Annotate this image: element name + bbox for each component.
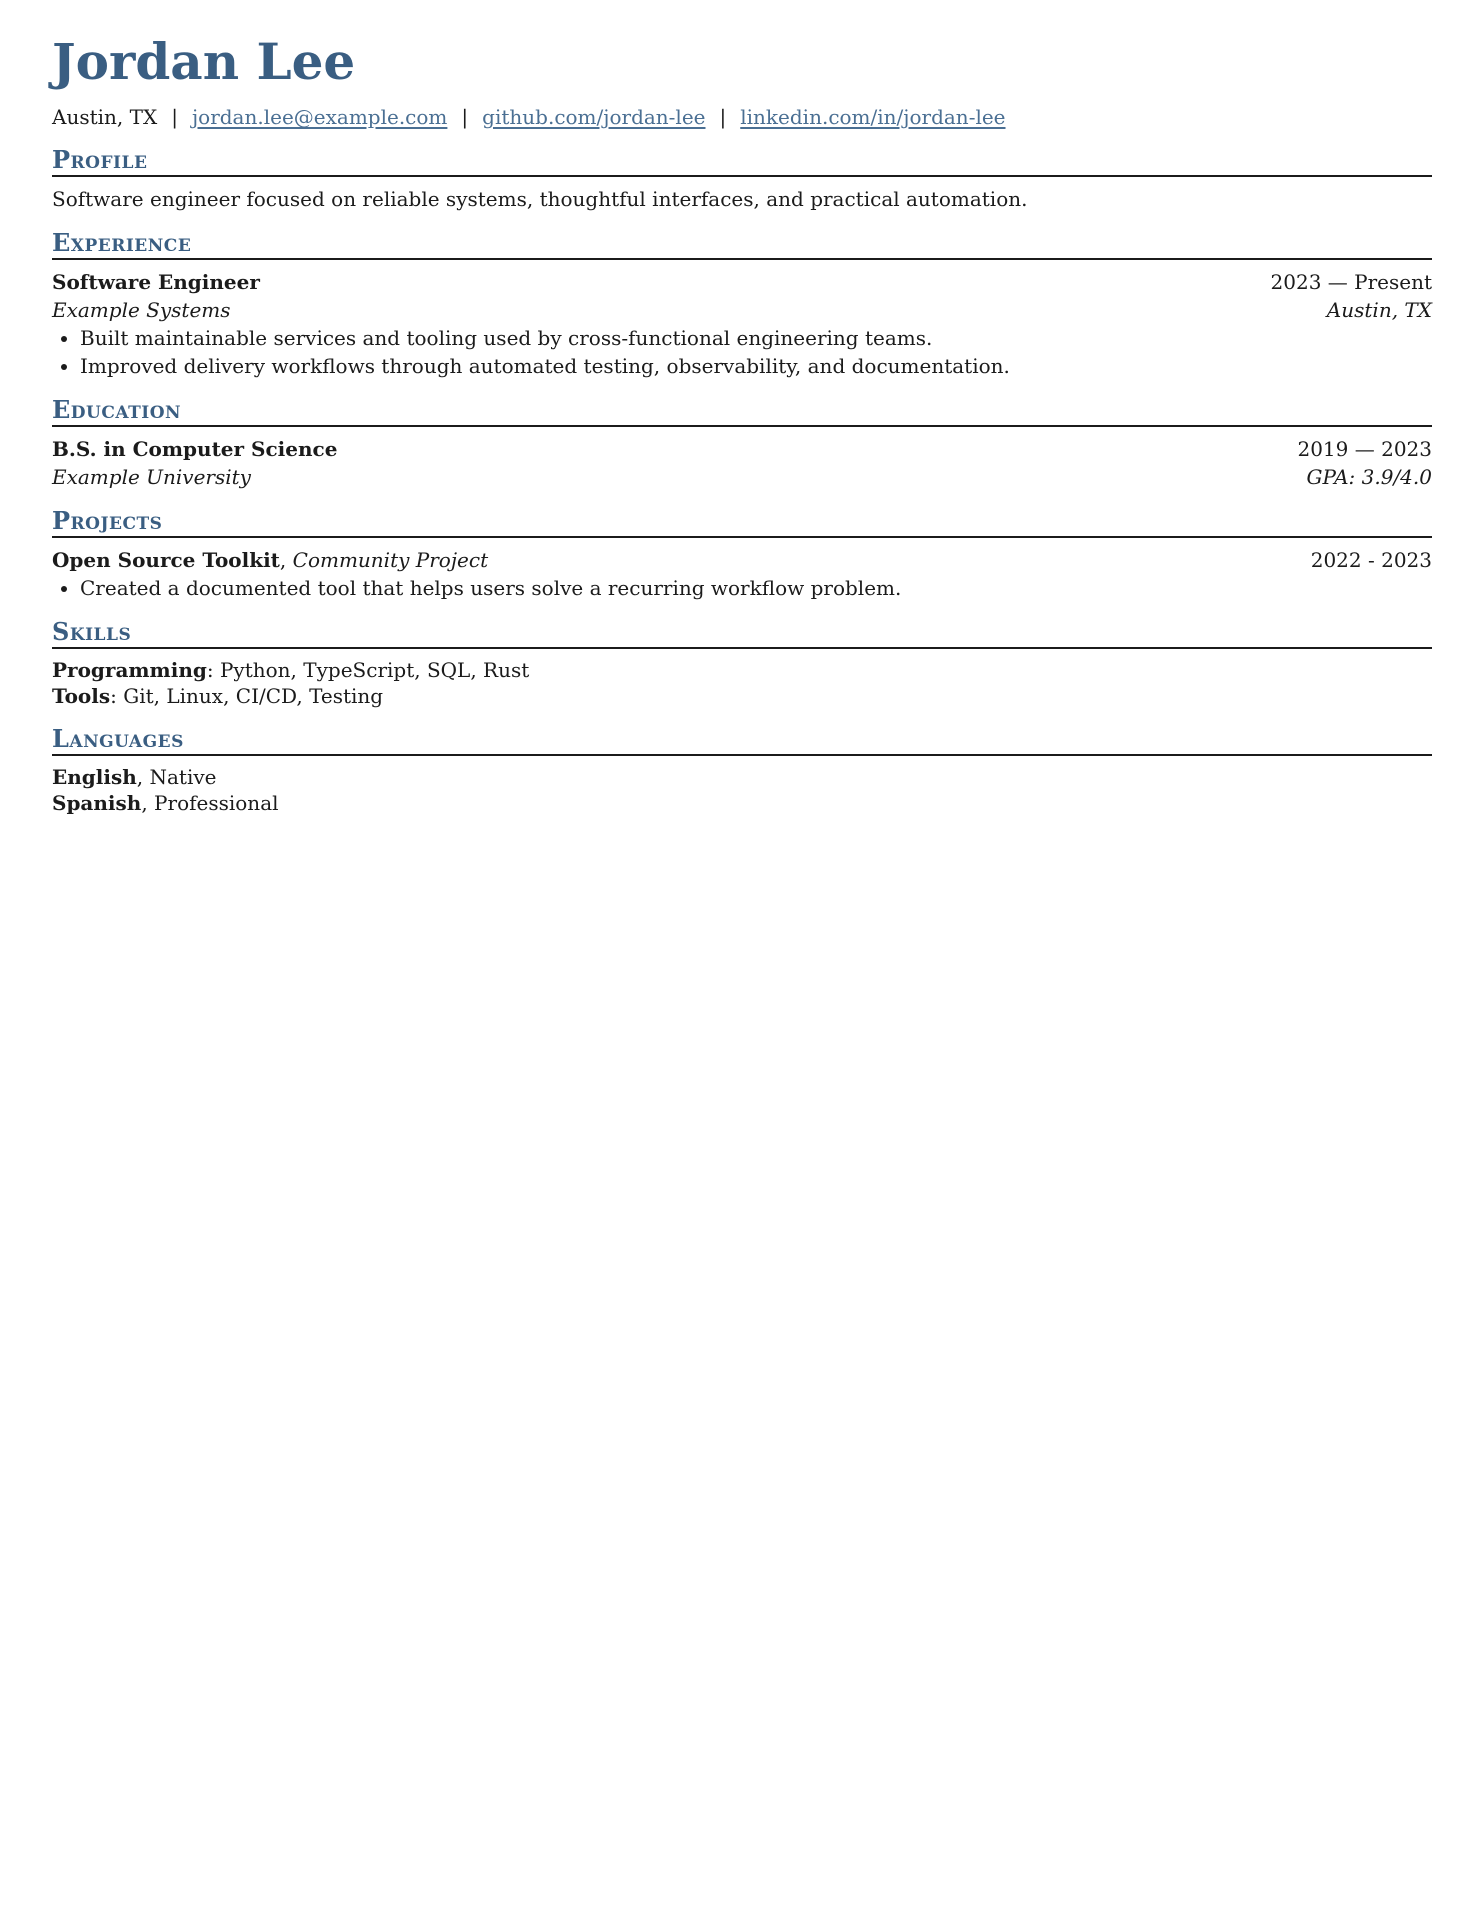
contact-location: Austin, TX	[52, 105, 158, 129]
school-name: Example University	[52, 465, 251, 489]
project-context: Community Project	[292, 548, 489, 572]
job-dates: 2023 — Present	[1270, 270, 1432, 294]
skills-list	[52, 657, 1432, 709]
section-title-skills: Skills	[52, 618, 1432, 649]
section-title-education: Education	[52, 396, 1432, 427]
gpa-value: GPA: 3.9/4.0	[1306, 465, 1432, 489]
skill-joiner: :	[110, 684, 124, 708]
education-section	[52, 396, 1432, 491]
skill-category: Programming	[52, 658, 207, 682]
experience-entry	[52, 268, 1432, 380]
skill-row	[52, 683, 1432, 709]
education-entry	[52, 435, 1432, 491]
contact-separator: |	[171, 105, 178, 129]
job-location: Austin, TX	[1326, 298, 1432, 322]
skill-values: Python, TypeScript, SQL, Rust	[219, 658, 530, 682]
degree-name: B.S. in Computer Science	[52, 437, 338, 461]
linkedin-link[interactable]: linkedin.com/in/jordan-lee	[740, 105, 1006, 129]
language-row	[52, 790, 1432, 816]
language-level: Professional	[154, 791, 279, 815]
skills-section	[52, 618, 1432, 709]
section-title-profile: Profile	[52, 146, 1432, 177]
projects-section	[52, 507, 1432, 602]
language-name: English	[52, 765, 137, 789]
experience-subheader-row	[52, 296, 1432, 324]
list-item: • Built maintainable services and tooling used by cross-functional engineering teams.	[80, 324, 1432, 352]
contact-separator: |	[719, 105, 727, 129]
contact-line	[52, 104, 1432, 130]
job-title: Software Engineer	[52, 270, 260, 294]
education-dates: 2019 — 2023	[1297, 437, 1432, 461]
profile-section	[52, 146, 1432, 213]
github-link[interactable]: github.com/jordan-lee	[482, 105, 706, 129]
list-item: • Improved delivery workflows through automated testing, observability, and documentation.	[80, 352, 1432, 380]
experience-section	[52, 229, 1432, 380]
company-name: Example Systems	[52, 298, 231, 322]
profile-summary: Software engineer focused on reliable systems, thoughtful interfaces, and practical automation.	[52, 187, 1028, 211]
email-link[interactable]: jordan.lee@example.com	[191, 105, 448, 129]
project-dates: 2022 - 2023	[1310, 548, 1432, 572]
section-title-projects: Projects	[52, 507, 1432, 538]
education-subheader-row	[52, 463, 1432, 491]
education-header-row	[52, 435, 1432, 463]
list-item: • Created a documented tool that helps users solve a recurring workflow problem.	[80, 574, 1432, 602]
language-name: Spanish	[52, 791, 142, 815]
candidate-name: Jordan Lee	[52, 32, 356, 91]
languages-section	[52, 725, 1432, 816]
language-joiner: ,	[136, 765, 150, 789]
languages-list	[52, 764, 1432, 816]
project-bullets	[52, 574, 1432, 602]
project-name: Open Source Toolkit	[52, 548, 280, 572]
project-header-row	[52, 546, 1432, 574]
language-row	[52, 764, 1432, 790]
skill-category: Tools	[52, 684, 111, 708]
project-heading	[52, 546, 488, 574]
language-level: Native	[149, 765, 217, 789]
section-title-languages: Languages	[52, 725, 1432, 756]
contact-separator: |	[461, 105, 469, 129]
project-entry	[52, 546, 1432, 602]
experience-header-row	[52, 268, 1432, 296]
skill-values: Git, Linux, CI/CD, Testing	[123, 684, 384, 708]
experience-bullets	[52, 324, 1432, 380]
skill-joiner: :	[206, 658, 220, 682]
language-joiner: ,	[141, 791, 155, 815]
section-title-experience: Experience	[52, 229, 1432, 260]
skill-row	[52, 657, 1432, 683]
project-joiner: ,	[279, 548, 293, 572]
